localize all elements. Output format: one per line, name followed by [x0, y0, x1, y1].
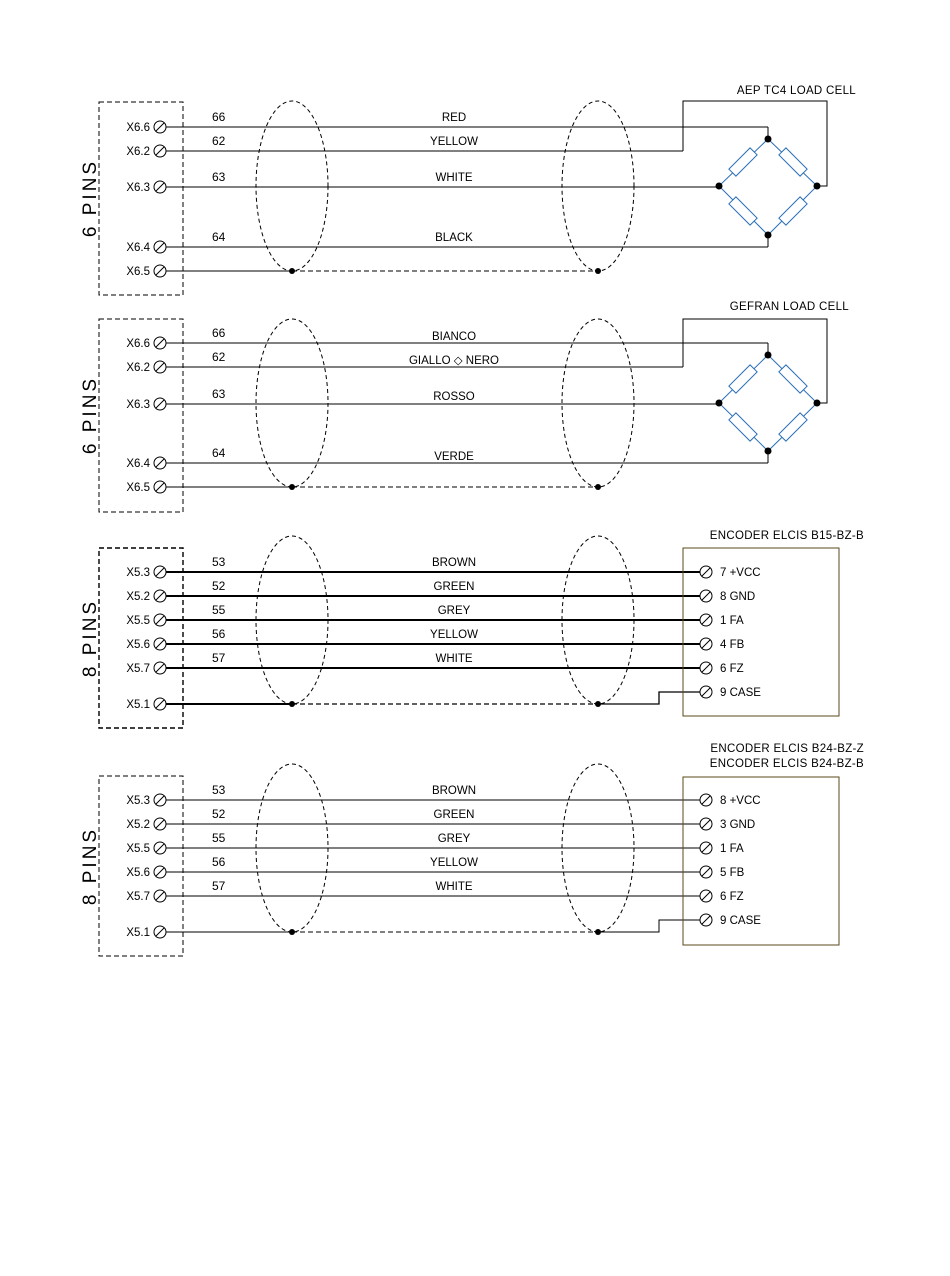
- wire-color-label: VERDE: [434, 451, 474, 463]
- encoder-pin-label: 1 FA: [720, 843, 744, 855]
- wire-number: 62: [212, 134, 226, 148]
- wire-number: 66: [212, 110, 226, 124]
- terminal-screws: [154, 566, 166, 710]
- wire: [683, 319, 827, 403]
- device-title: ENCODER ELCIS B15-BZ-B: [709, 530, 864, 542]
- wire-color-label: RED: [441, 112, 467, 124]
- device-title: GEFRAN LOAD CELL: [729, 301, 849, 313]
- terminal-label: X5.7: [126, 891, 150, 903]
- terminal-label: X5.2: [126, 819, 150, 831]
- wire-color-label: BROWN: [431, 785, 477, 797]
- wires: [166, 101, 827, 271]
- terminal-label: X5.3: [126, 795, 150, 807]
- wire-number: 56: [212, 855, 226, 869]
- pins-label: 8 PINS: [80, 826, 101, 906]
- terminal-screws: [154, 794, 166, 938]
- terminal-label: X5.3: [126, 567, 150, 579]
- wire-number: 52: [212, 807, 226, 821]
- wire-number: 53: [212, 783, 226, 797]
- encoder-pin-label: 3 GND: [720, 819, 756, 831]
- terminal-labels: [126, 795, 150, 939]
- wires: [166, 319, 827, 487]
- wire-number: 62: [212, 350, 226, 364]
- terminal-label: X6.6: [126, 122, 150, 134]
- encoder-pin-screws: [700, 566, 712, 698]
- junction-dot: [595, 701, 601, 707]
- junction-dot: [595, 268, 601, 274]
- terminal-label: X6.5: [126, 266, 150, 278]
- load-cell-bridge-icon: [716, 352, 820, 454]
- encoder-pin-label: 8 GND: [720, 591, 756, 603]
- terminal-label: X6.4: [126, 458, 150, 470]
- terminal-label: X5.1: [126, 699, 150, 711]
- wire-color-label: GREEN: [433, 581, 475, 593]
- terminal-labels: [126, 338, 150, 494]
- wire-color-label: WHITE: [435, 653, 473, 665]
- terminal-label: X6.6: [126, 338, 150, 350]
- terminal-label: X5.2: [126, 591, 150, 603]
- shield-wire: [598, 692, 700, 704]
- encoder-pin-labels: [720, 795, 761, 927]
- device-title-2: ENCODER ELCIS B24-BZ-B: [709, 758, 864, 770]
- terminal-label: X5.6: [126, 867, 150, 879]
- wire-number: 66: [212, 326, 226, 340]
- terminal-label: X6.5: [126, 482, 150, 494]
- pins-label: 8 PINS: [80, 598, 101, 678]
- device-title: ENCODER ELCIS B24-BZ-Z: [710, 743, 864, 755]
- wire-number: 53: [212, 555, 226, 569]
- wire-colors: [430, 785, 478, 893]
- wire-color-label: WHITE: [435, 172, 473, 184]
- shield-ellipse: [256, 319, 328, 487]
- terminal-label: X6.2: [126, 362, 150, 374]
- wire: [683, 101, 827, 186]
- encoder-pin-label: 4 FB: [720, 639, 745, 651]
- wire-color-label: YELLOW: [430, 136, 478, 148]
- junction-dot: [289, 268, 295, 274]
- load-cell-bridge-icon: [716, 136, 820, 238]
- terminal-label: X5.1: [126, 927, 150, 939]
- wire-colors: [430, 112, 478, 244]
- wire-numbers: [212, 110, 226, 244]
- junction-dot: [289, 929, 295, 935]
- terminal-label: X6.4: [126, 242, 150, 254]
- encoder-pin-label: 7 +VCC: [720, 567, 761, 579]
- section-encoder-b15: [80, 530, 864, 728]
- terminal-label: X6.3: [126, 182, 150, 194]
- wire-number: 57: [212, 879, 226, 893]
- wire-color-label: GREEN: [433, 809, 475, 821]
- section-gefran-load-cell: [80, 301, 849, 512]
- wire-number: 64: [212, 230, 226, 244]
- junction-dot: [289, 701, 295, 707]
- wire-number: 57: [212, 651, 226, 665]
- encoder-pin-label: 6 FZ: [720, 891, 744, 903]
- encoder-pin-labels: [720, 567, 761, 699]
- wire-colors: [430, 557, 478, 665]
- wire-number: 52: [212, 579, 226, 593]
- terminal-screws: [154, 121, 166, 277]
- wire-color-label: YELLOW: [430, 629, 478, 641]
- terminal-label: X5.5: [126, 615, 150, 627]
- wire-color-label: GREY: [437, 605, 471, 617]
- encoder-pin-label: 5 FB: [720, 867, 745, 879]
- device-title: AEP TC4 LOAD CELL: [736, 85, 856, 97]
- terminal-screws: [154, 337, 166, 493]
- junction-dot: [595, 484, 601, 490]
- terminal-label: X6.2: [126, 146, 150, 158]
- wire-color-label: BROWN: [431, 557, 477, 569]
- terminal-labels: [126, 122, 150, 278]
- wire-color-label: GIALLO ◇ NERO: [408, 355, 500, 367]
- terminal-label: X5.5: [126, 843, 150, 855]
- encoder-pin-label: 6 FZ: [720, 663, 744, 675]
- terminal-labels: [126, 567, 150, 711]
- encoder-pin-label: 9 CASE: [720, 915, 761, 927]
- wire-numbers: [212, 326, 226, 460]
- wire-colors: [409, 331, 499, 463]
- encoder-pin-screws: [700, 794, 712, 926]
- terminal-label: X5.7: [126, 663, 150, 675]
- wire-color-label: ROSSO: [433, 391, 475, 403]
- wire-number: 56: [212, 627, 226, 641]
- terminal-label: X5.6: [126, 639, 150, 651]
- wire-number: 55: [212, 603, 226, 617]
- wire-color-label: YELLOW: [430, 857, 478, 869]
- wire-number: 55: [212, 831, 226, 845]
- shield-ellipse: [562, 319, 634, 487]
- wire-color-label: BIANCO: [431, 331, 477, 343]
- pins-label: 6 PINS: [80, 375, 101, 455]
- wire-number: 63: [212, 170, 226, 184]
- junction-dot: [289, 484, 295, 490]
- junction-dot: [595, 929, 601, 935]
- section-encoder-b24: [80, 743, 864, 956]
- wire-color-label: WHITE: [435, 881, 473, 893]
- wire-number: 63: [212, 387, 226, 401]
- pins-label: 6 PINS: [80, 158, 101, 238]
- encoder-pin-label: 1 FA: [720, 615, 744, 627]
- terminal-label: X6.3: [126, 399, 150, 411]
- wire-color-label: GREY: [437, 833, 471, 845]
- section-aep-load-cell: [80, 85, 856, 295]
- wire-color-label: BLACK: [435, 232, 473, 244]
- shield-wire: [598, 920, 700, 932]
- wire-number: 64: [212, 446, 226, 460]
- encoder-pin-label: 8 +VCC: [720, 795, 761, 807]
- encoder-pin-label: 9 CASE: [720, 687, 761, 699]
